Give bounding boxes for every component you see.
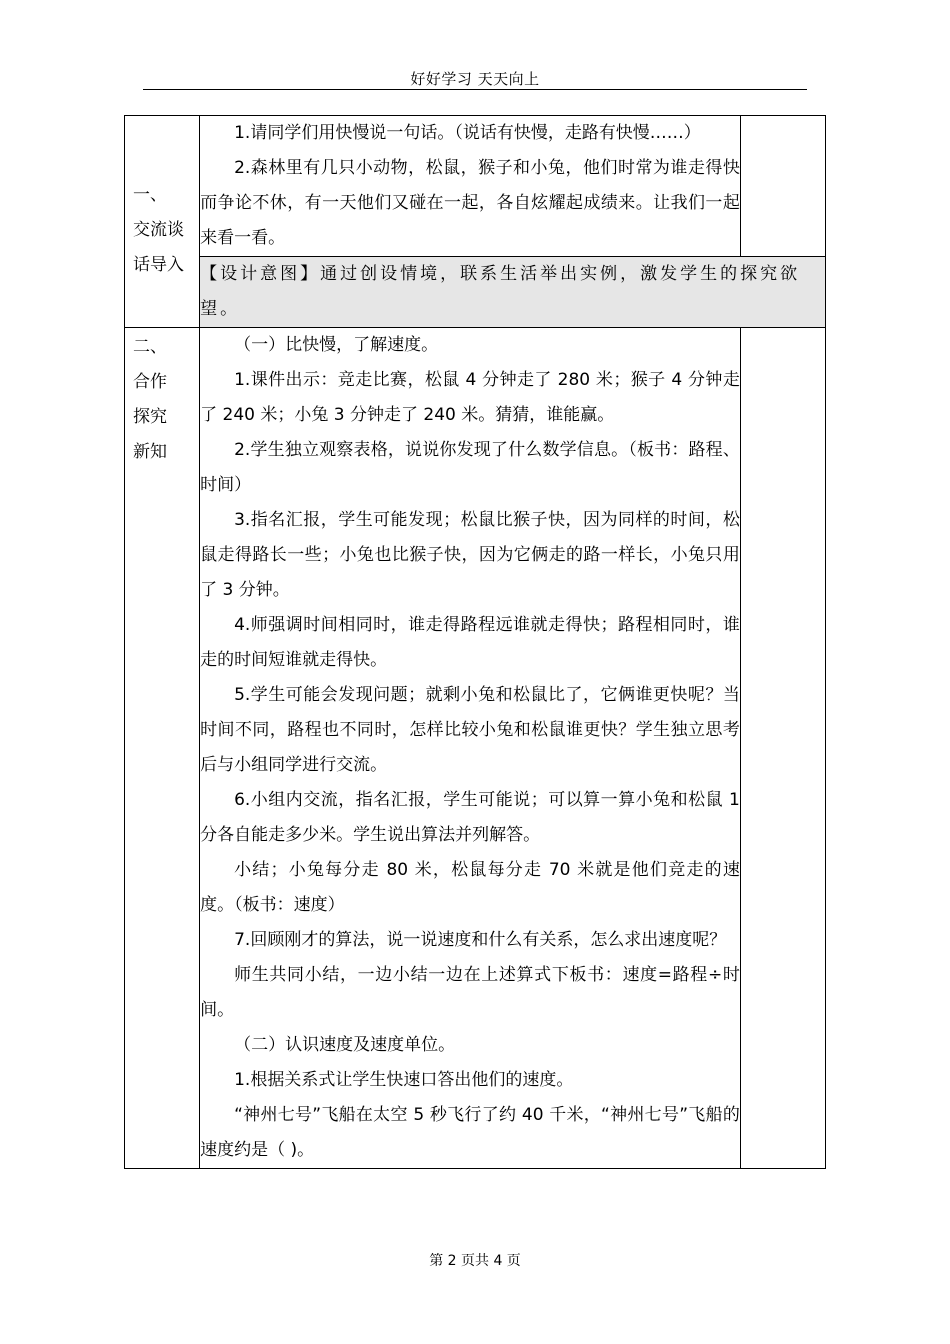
section-2-note-cell: [740, 328, 825, 1169]
paragraph: 2.森林里有几只小动物，松鼠，猴子和小兔，他们时常为谁走得快而争论不休，有一天他们又碰在一起，各自炫耀起成绩来。让我们一起来看一看。: [200, 158, 740, 248]
section-1-note-cell: [740, 116, 825, 257]
paragraph: 1.请同学们用快慢说一句话。（说话有快慢，走路有快慢……）: [234, 123, 701, 143]
section-1-label-line: 交流谈: [133, 220, 184, 240]
section-1-content: [200, 116, 741, 257]
page-header: 好好学习 天天向上: [410, 70, 540, 88]
header-divider: [143, 89, 807, 90]
paragraph: “神州七号”飞船在太空 5 秒飞行了约 40 千米，“神州七号”飞船的速度约是（ )。: [200, 1105, 740, 1160]
section-2-label-line: 合作: [133, 372, 167, 392]
section-2-label-line: 探究: [133, 407, 167, 427]
paragraph: 7.回顾刚才的算法，说一说速度和什么有关系，怎么求出速度呢？: [234, 930, 727, 950]
section-2-step-cell: [125, 328, 200, 1169]
section-2-label: [125, 328, 199, 470]
section-2-label-line: 二、: [133, 337, 167, 357]
paragraph: 3.指名汇报，学生可能发现；松鼠比猴子快，因为同样的时间，松鼠走得路长一些；小兔也比猴子快，因为它俩走的路一样长，小兔只用了 3 分钟。: [200, 510, 740, 600]
paragraph: 小结；小兔每分走 80 米，松鼠每分走 70 米就是他们竞走的速度。（板书：速度）: [200, 860, 740, 915]
paragraph: 6.小组内交流，指名汇报，学生可能说；可以算一算小兔和松鼠 1 分各自能走多少米。学生说出算法并列解答。: [200, 790, 740, 845]
paragraph: 2.学生独立观察表格，说说你发现了什么数学信息。（板书：路程、时间）: [200, 440, 740, 495]
page-footer: 第 2 页共 4 页: [429, 1253, 521, 1269]
paragraph: （一）比快慢，了解速度。: [234, 335, 439, 355]
section-2-content: [200, 328, 741, 1169]
lesson-plan-table: [124, 115, 826, 1169]
section-1-step-cell: [125, 116, 200, 328]
design-intent: 【设计意图】通过创设情境，联系生活举出实例，激发学生的探究欲望。: [200, 257, 826, 328]
section-1-label-line: 话导入: [133, 255, 184, 275]
paragraph: 4.师强调时间相同时，谁走得路程远谁就走得快；路程相同时，谁走的时间短谁就走得快。: [200, 615, 740, 670]
section-1-row: [125, 116, 826, 257]
paragraph: 1.课件出示：竞走比赛，松鼠 4 分钟走了 280 米；猴子 4 分钟走了 240 米；小兔 3 分钟走了 240 米。猜猜，谁能赢。: [200, 370, 740, 425]
paragraph: 师生共同小结，一边小结一边在上述算式下板书：速度=路程÷时间。: [200, 965, 740, 1020]
section-1-label: [125, 116, 199, 283]
paragraph: 1.根据关系式让学生快速口答出他们的速度。: [234, 1070, 574, 1090]
section-2-label-line: 新知: [133, 442, 167, 462]
paragraph: 5.学生可能会发现问题；就剩小兔和松鼠比了，它俩谁更快呢？当时间不同，路程也不同时，怎样比较小兔和松鼠谁更快？学生独立思考后与小组同学进行交流。: [200, 685, 740, 775]
section-2-row: [125, 328, 826, 1169]
section-1-label-line: 一、: [133, 185, 167, 205]
paragraph: （二）认识速度及速度单位。: [234, 1035, 456, 1055]
design-intent-row: [125, 257, 826, 328]
